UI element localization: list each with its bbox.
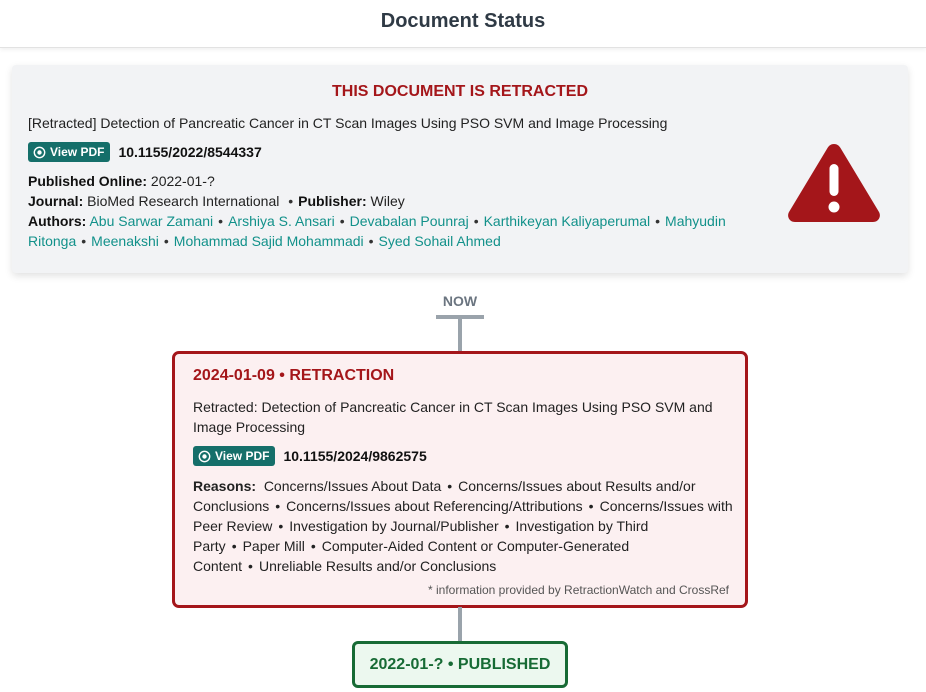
journal-label: Journal: bbox=[28, 193, 84, 209]
author-link[interactable]: Mohammad Sajid Mohammadi bbox=[173, 233, 364, 249]
retracted-banner: THIS DOCUMENT IS RETRACTED bbox=[332, 83, 588, 100]
author-link[interactable]: Meenakshi bbox=[91, 233, 159, 249]
retraction-reasons bbox=[193, 476, 733, 576]
retraction-heading: 2024-01-09 • RETRACTION bbox=[193, 367, 395, 384]
reason-item: Concerns/Issues About Data bbox=[263, 478, 442, 494]
pdf-icon bbox=[198, 450, 211, 463]
document-title: [Retracted] Detection of Pancreatic Cancer in CT Scan Images Using PSO SVM and Image Processing bbox=[28, 115, 668, 131]
reason-item: Concerns/Issues about Results and/or Conclusions bbox=[193, 478, 696, 514]
retraction-event-card bbox=[172, 351, 748, 608]
separator: • bbox=[310, 538, 316, 554]
separator: • bbox=[368, 233, 374, 249]
separator: • bbox=[163, 233, 169, 249]
reason-item: Investigation by Third Party bbox=[193, 518, 649, 554]
retraction-pdf-row bbox=[193, 446, 427, 466]
separator: • bbox=[81, 233, 87, 249]
separator: • bbox=[288, 193, 294, 209]
view-pdf-button[interactable] bbox=[28, 142, 110, 162]
source-footnote: * information provided by RetractionWatch and CrossRef bbox=[427, 583, 729, 597]
reason-item: Concerns/Issues with Peer Review bbox=[193, 498, 733, 534]
document-summary-card bbox=[12, 65, 908, 273]
separator: • bbox=[231, 538, 237, 554]
author-link[interactable]: Mahyudin Ritonga bbox=[28, 213, 726, 249]
timeline-connector bbox=[458, 607, 462, 643]
published-online-line bbox=[28, 171, 215, 191]
reason-item: Computer-Aided Content or Computer-Generated Content bbox=[193, 538, 630, 574]
timeline-now-label: NOW bbox=[442, 293, 478, 309]
author-link[interactable]: Abu Sarwar Zamani bbox=[89, 213, 214, 229]
separator: • bbox=[275, 498, 281, 514]
author-link[interactable]: Devabalan Pounraj bbox=[349, 213, 469, 229]
separator: • bbox=[447, 478, 453, 494]
separator: • bbox=[504, 518, 510, 534]
page-title: Document Status bbox=[380, 10, 546, 32]
journal-line bbox=[28, 191, 405, 211]
pdf-icon bbox=[33, 146, 46, 159]
reason-item: Investigation by Journal/Publisher bbox=[289, 518, 499, 534]
author-link[interactable]: Arshiya S. Ansari bbox=[228, 213, 335, 229]
view-pdf-label: View PDF bbox=[50, 145, 105, 159]
publisher-value: Wiley bbox=[370, 193, 405, 209]
publisher-label: Publisher: bbox=[298, 193, 367, 209]
summary-pdf-row bbox=[28, 142, 262, 162]
retraction-title: Retracted: Detection of Pancreatic Cancer in CT Scan Images Using PSO SVM and Image Processing bbox=[193, 399, 713, 435]
retraction-doi[interactable]: 10.1155/2024/9862575 bbox=[283, 448, 427, 464]
reason-item: Paper Mill bbox=[242, 538, 305, 554]
journal-value: BioMed Research International bbox=[87, 193, 280, 209]
author-link[interactable]: Syed Sohail Ahmed bbox=[378, 233, 501, 249]
separator: • bbox=[278, 518, 284, 534]
published-online-value: 2022-01-? bbox=[150, 173, 215, 189]
timeline-connector bbox=[458, 319, 462, 353]
separator: • bbox=[588, 498, 594, 514]
warning-triangle-icon bbox=[786, 140, 882, 224]
authors-line bbox=[28, 211, 728, 251]
reasons-label: Reasons: bbox=[193, 478, 257, 494]
reason-item: Concerns/Issues about Referencing/Attributions bbox=[286, 498, 583, 514]
separator: • bbox=[473, 213, 479, 229]
authors-label: Authors: bbox=[28, 213, 87, 229]
document-doi[interactable]: 10.1155/2022/8544337 bbox=[118, 144, 262, 160]
top-bar bbox=[0, 0, 926, 48]
view-pdf-label: View PDF bbox=[215, 449, 270, 463]
published-event-badge: 2022-01-? • PUBLISHED bbox=[352, 641, 568, 688]
view-pdf-button[interactable] bbox=[193, 446, 275, 466]
separator: • bbox=[248, 558, 253, 574]
published-online-label: Published Online: bbox=[28, 173, 148, 189]
author-link[interactable]: Karthikeyan Kaliyaperumal bbox=[483, 213, 651, 229]
separator: • bbox=[339, 213, 345, 229]
separator: • bbox=[218, 213, 224, 229]
separator: • bbox=[655, 213, 661, 229]
reason-item: Unreliable Results and/or Conclusions bbox=[258, 558, 497, 574]
